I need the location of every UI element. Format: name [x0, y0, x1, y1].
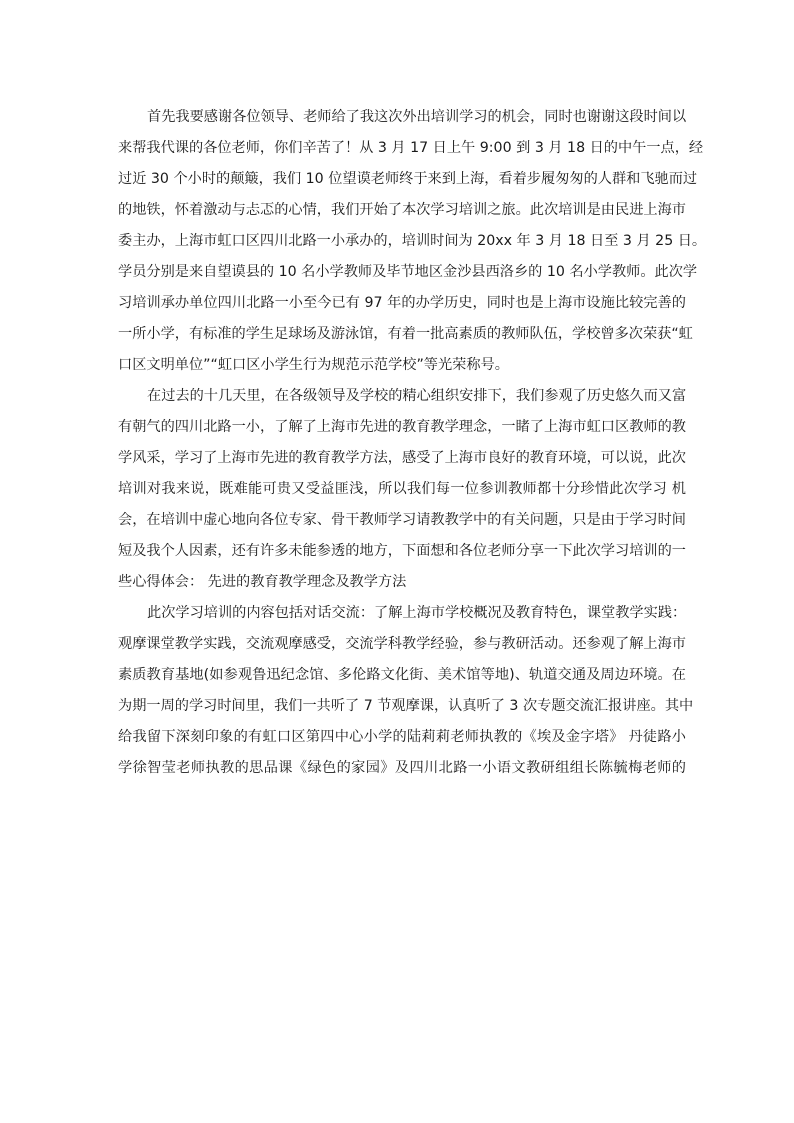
- text-line: 些心得体会： 先进的教育教学理念及教学方法: [118, 574, 407, 590]
- paragraph-1: [118, 102, 707, 381]
- text-line: 有朝气的四川北路一小，了解了上海市先进的教育教学理念，一睹了上海市虹口区教师的教: [118, 419, 686, 435]
- text-line: 一所小学，有标准的学生足球场及游泳馆，有着一批高素质的教师队伍，学校曾多次荣获“虹: [118, 326, 693, 342]
- paragraph-2: [118, 381, 686, 598]
- text-line: 此次学习培训的内容包括对话交流：了解上海市学校概况及教育特色，课堂教学实践：: [147, 605, 687, 621]
- text-line: 素质教育基地(如参观鲁迅纪念馆、多伦路文化街、美术馆等地)、轨道交通及周边环境。在: [118, 667, 686, 683]
- text-line: 的地铁，怀着激动与忐忑的心情，我们开始了本次学习培训之旅。此次培训是由民进上海市: [118, 202, 686, 218]
- text-line: 过近 30 个小时的颠簸，我们 10 位望谟老师终于来到上海，看着步履匆匆的人群和飞驰而过: [118, 171, 698, 187]
- text-line: 委主办，上海市虹口区四川北路一小承办的，培训时间为 20xx 年 3 月 18 日至 3 月 25 日。: [118, 233, 707, 249]
- text-line: 会，在培训中虚心地向各位专家、骨干教师学习请教教学中的有关问题，只是由于学习时间: [118, 512, 686, 528]
- paragraph-3: [118, 598, 694, 784]
- text-line: 观摩课堂教学实践，交流观摩感受，交流学科教学经验，参与教研活动。还参观了解上海市: [118, 636, 686, 652]
- text-line: 短及我个人因素，还有许多未能参透的地方，下面想和各位老师分享一下此次学习培训的一: [118, 543, 686, 559]
- text-line: 习培训承办单位四川北路一小至今已有 97 年的办学历史，同时也是上海市设施比较完善的: [118, 295, 686, 311]
- text-line: 在过去的十几天里，在各级领导及学校的精心组织安排下，我们参观了历史悠久而又富: [147, 388, 687, 404]
- text-line: 学风采，学习了上海市先进的教育教学方法，感受了上海市良好的教育环境，可以说，此次: [118, 450, 686, 466]
- text-line: 口区文明单位”“虹口区小学生行为规范示范学校”等光荣称号。: [118, 357, 509, 373]
- text-line: 培训对我来说，既难能可贵又受益匪浅，所以我们每一位参训教师都十分珍惜此次学习 机: [118, 481, 686, 497]
- text-line: 来帮我代课的各位老师，你们辛苦了！从 3 月 17 日上午 9:00 到 3 月 18 日的中午一点，经: [118, 140, 704, 156]
- text-line: 首先我要感谢各位领导、老师给了我这次外出培训学习的机会，同时也谢谢这段时间以: [147, 109, 687, 125]
- text-line: 学员分别是来自望谟县的 10 名小学教师及毕节地区金沙县西洛乡的 10 名小学教师。此次学: [118, 264, 698, 280]
- text-line: 学徐智莹老师执教的思品课《绿色的家园》及四川北路一小语文教研组组长陈毓梅老师的: [118, 760, 686, 776]
- text-line: 为期一周的学习时间里，我们一共听了 7 节观摩课，认真听了 3 次专题交流汇报讲座。其中: [118, 698, 694, 714]
- text-line: 给我留下深刻印象的有虹口区第四中心小学的陆莉莉老师执教的《埃及金字塔》 丹徒路小: [118, 729, 686, 745]
- document-body: [118, 102, 707, 784]
